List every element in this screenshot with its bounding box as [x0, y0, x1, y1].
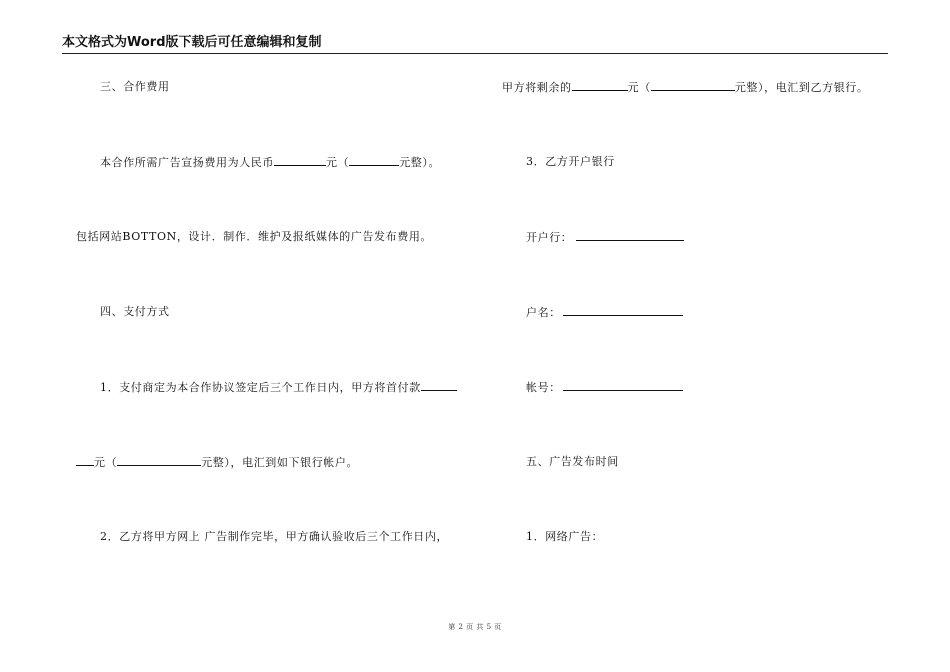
- remaining-text: 甲方将剩余的: [502, 81, 572, 94]
- remaining-amount-blank[interactable]: [572, 80, 628, 91]
- section-3-heading: 三、合作费用: [100, 80, 170, 93]
- payment-1-text: 1．支付商定为本合作协议签定后三个工作日内，甲方将首付款: [100, 381, 421, 394]
- account-number-label: 帐号：: [526, 381, 561, 394]
- account-name-blank[interactable]: [563, 305, 683, 316]
- account-number-line: [526, 380, 683, 395]
- down-payment-blank-b[interactable]: [76, 455, 94, 466]
- remaining-capital-blank[interactable]: [651, 80, 735, 91]
- section-4-heading: 四、支付方式: [100, 305, 170, 318]
- remaining-yuan-text: 元（: [627, 81, 651, 94]
- online-ad-line: 1．网络广告：: [526, 530, 604, 543]
- bank-name-line: [526, 230, 684, 245]
- fee-capital-blank[interactable]: [349, 155, 399, 166]
- account-number-blank[interactable]: [563, 380, 683, 391]
- remaining-payment-line: [502, 80, 869, 95]
- payment-1-cont-line: [76, 455, 358, 470]
- fee-text: 本合作所需广告宣扬费用为人民币: [100, 156, 274, 169]
- section-5-heading: 五、广告发布时间: [526, 455, 619, 468]
- header-rule: [62, 53, 888, 54]
- page-header: 本文格式为Word版下载后可任意编辑和复制: [62, 35, 322, 50]
- fee-line: [100, 155, 440, 170]
- fee-yuan-text: 元（: [326, 156, 350, 169]
- account-name-line: [526, 305, 683, 320]
- down-payment-capital-blank[interactable]: [117, 455, 201, 466]
- bank-heading: 3．乙方开户银行: [526, 155, 615, 168]
- payment-2-line: 2．乙方将甲方网上 广告制作完毕，甲方确认验收后三个工作日内，: [100, 530, 449, 543]
- fee-scope-line: 包括网站BOTTON，设计．制作．维护及报纸媒体的广告发布费用。: [76, 230, 433, 243]
- fee-end-text: 元整）。: [399, 156, 441, 169]
- payment-1-line: [100, 380, 457, 395]
- account-name-label: 户名：: [526, 306, 561, 319]
- down-payment-blank-a[interactable]: [421, 380, 457, 391]
- payment-1-end-text: 元整），电汇到如下银行帐户。: [201, 456, 359, 469]
- bank-name-label: 开户行：: [526, 231, 573, 244]
- remaining-end-text: 元整），电汇到乙方银行。: [734, 81, 869, 94]
- payment-1-yuan-text: 元（: [94, 456, 118, 469]
- page-footer: 第 2 页 共 5 页: [448, 623, 502, 631]
- bank-name-blank[interactable]: [576, 230, 684, 241]
- fee-amount-blank[interactable]: [274, 155, 326, 166]
